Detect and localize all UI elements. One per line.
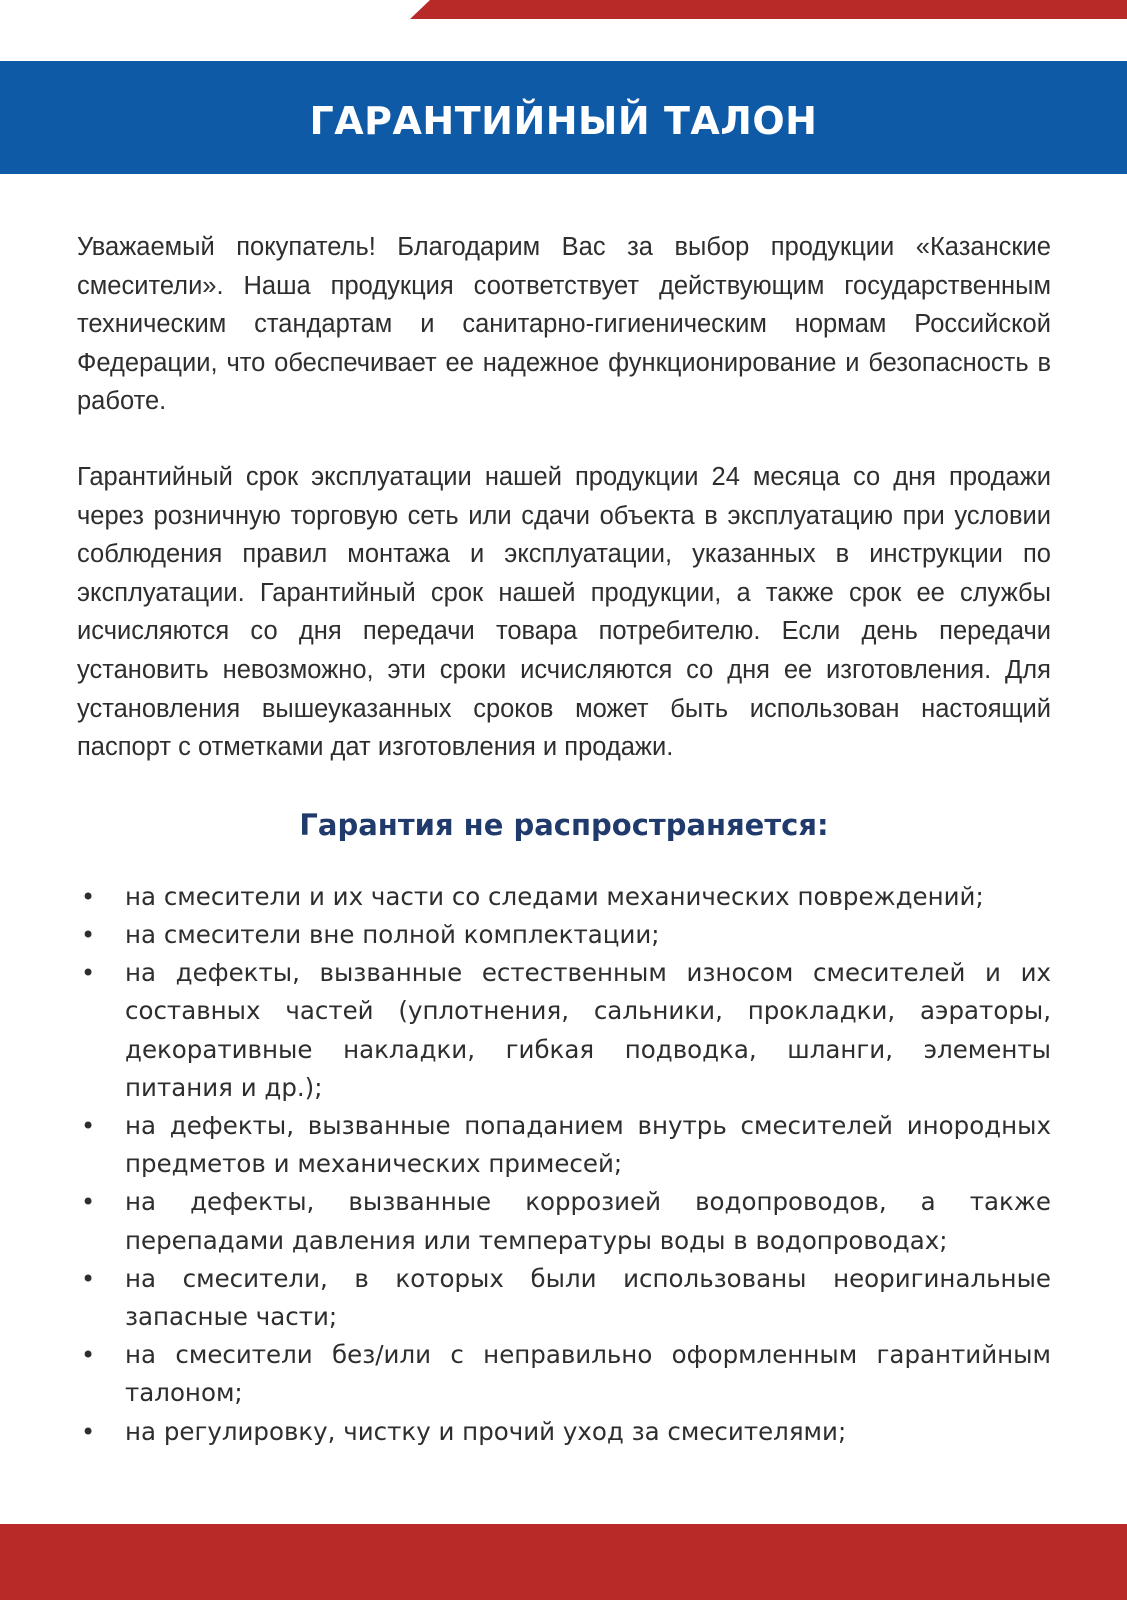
exclusion-text: на смесители вне полной комплектации; bbox=[125, 919, 660, 949]
page-title: ГАРАНТИЙНЫЙ ТАЛОН bbox=[309, 98, 818, 143]
exclusion-text: на дефекты, вызванные попаданием внутрь смесителей инородных предметов и механических примесей; bbox=[125, 1110, 1051, 1179]
header-band bbox=[0, 61, 1127, 174]
exclusion-text: на дефекты, вызванные коррозией водопроводов, а также перепадами давления или температуры воды в водопроводах; bbox=[125, 1187, 1051, 1255]
exclusion-item bbox=[77, 1183, 1051, 1259]
exclusion-text: на регулировку, чистку и прочий уход за смесителями; bbox=[125, 1416, 847, 1446]
bullet-icon: • bbox=[81, 1111, 96, 1140]
exclusion-text: на дефекты, вызванные естественным износом смесителей и их составных частей (уплотнения, сальники, прокладки, аэраторы, декоративные накладки, гибкая подводка, шланги, элементы питания и др.); bbox=[125, 958, 1051, 1102]
exclusion-item bbox=[77, 916, 1051, 954]
bullet-icon: • bbox=[81, 920, 96, 949]
bottom-red-band bbox=[0, 1524, 1127, 1600]
intro-paragraph-2: Гарантийный срок эксплуатации нашей продукции 24 месяца со дня продажи через розничную торговую сеть или сдачи объекта в эксплуатацию при условии соблюдения правил монтажа и эксплуатации, указанных в инструкции по эксплуатации. Гарантийный срок нашей продукции, а также срок ее службы исчисляются со дня передачи товара потребителю. Если день передачи установить невозможно, эти сроки исчисляются со дня ее изготовления. Для установления вышеуказанных сроков может быть использован настоящий паспорт с отметками дат изготовления и продажи. bbox=[77, 462, 1051, 762]
bullet-icon: • bbox=[81, 1341, 96, 1370]
intro-paragraph-1: Уважаемый покупатель! Благодарим Вас за выбор продукции «Казанские смесители». Наша продукция соответствует действующим государственным техническим стандартам и санитарно-гигиеническим нормам Российской Федерации, что обеспечивает ее надежное функционирование и безопасность в работе. bbox=[77, 233, 1051, 416]
top-red-stripe bbox=[410, 0, 1127, 19]
exclusion-item bbox=[77, 1107, 1051, 1183]
exclusion-item bbox=[77, 878, 1051, 916]
exclusion-text: на смесители и их части со следами механических повреждений; bbox=[125, 881, 984, 911]
document-body bbox=[77, 228, 1051, 1451]
exclusions-heading: Гарантия не распространяется: bbox=[299, 807, 829, 842]
bullet-icon: • bbox=[81, 1188, 96, 1217]
exclusion-text: на смесители без/или с неправильно оформленным гарантийным талоном; bbox=[125, 1340, 1051, 1408]
bullet-icon: • bbox=[81, 882, 96, 911]
bullet-icon: • bbox=[81, 1417, 96, 1446]
exclusions-list bbox=[77, 878, 1051, 1451]
exclusion-item bbox=[77, 1260, 1051, 1336]
bullet-icon: • bbox=[81, 959, 96, 988]
exclusion-text: на смесители, в которых были использованы неоригинальные запасные части; bbox=[125, 1263, 1051, 1331]
exclusion-item bbox=[77, 954, 1051, 1107]
exclusion-item bbox=[77, 1336, 1051, 1412]
bullet-icon: • bbox=[81, 1264, 96, 1293]
exclusion-item bbox=[77, 1413, 1051, 1451]
